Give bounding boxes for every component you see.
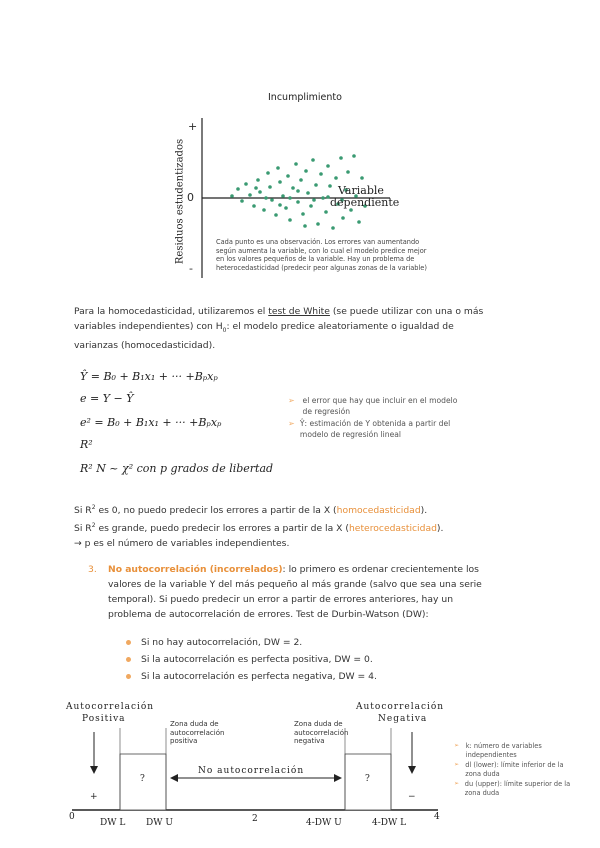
question-right: ? (365, 774, 370, 784)
r2-lines (74, 500, 534, 551)
r2-line3: → p es el número de variables independientes. (74, 538, 290, 550)
scatter-caption: Cada punto es una observación. Los errores van aumentando según aumenta la variable, con lo cual el modelo predice mejor en los valores pequeños de la variable. Hay un problema de heterocedasticidad (predecir peor algunas zonas de la variable) (216, 238, 427, 272)
r2-line2-b: es grande, puedo predecir los errores a partir de la X ( (95, 523, 349, 535)
white-test-link[interactable]: test de White (268, 306, 330, 317)
white-line2-end: : el modelo predice aleatoriamente o igualdad de (226, 321, 454, 332)
dw-figure (60, 700, 450, 830)
formula-2: e = Y − Ŷ (80, 392, 134, 405)
axis-dwl: DW L (100, 818, 126, 828)
bullet-text: Si la autocorrelación es perfecta negativa, DW = 4. (141, 671, 377, 682)
formula-3: e² = B₀ + B₁x₁ + ··· +Bₚxₚ (80, 416, 222, 429)
right-title-2: Negativa (378, 714, 428, 724)
tick-plus: + (188, 120, 198, 133)
section-line2: valores de la variable Y del más pequeño al más grande (salvo que sea una serie (108, 579, 482, 590)
r2-line1-b: es 0, no puedo predecir los errores a partir de la X ( (95, 505, 337, 517)
section-line4: problema de autocorrelación de errores. Test de Durbin-Watson (DW): (108, 609, 429, 620)
right-title-1: Autocorrelación (356, 702, 445, 712)
h0-subscript: 0 (222, 326, 227, 334)
homocedasticidad-term: homocedasticidad (336, 505, 421, 517)
arrow-bullet-icon: ➢ (454, 742, 460, 749)
scatter-figure (170, 88, 440, 288)
formula-note-1: el error que hay que incluir en el modelo de regresión (302, 396, 458, 416)
axis-0: 0 (69, 812, 75, 822)
tick-zero: 0 (187, 191, 194, 204)
question-left: ? (140, 774, 145, 784)
r2-line2-d: ). (436, 523, 444, 535)
arrow-bullet-icon: ➢ (288, 396, 295, 405)
zone-left-label: Zona duda de autocorrelación positiva (170, 720, 225, 745)
x-axis-label-2: dependiente (330, 196, 400, 209)
section-heading: No autocorrelación (incorrelados) (108, 564, 283, 575)
formula-4: R² (80, 438, 93, 451)
white-text-before: Para la homocedasticidad, utilizaremos el (74, 306, 269, 317)
r2-sup: 2 (91, 522, 96, 530)
axis-4-dwu: 4-DW U (306, 818, 342, 828)
section-line3: temporal). Si puedo predecir un error a partir de errores anteriores, hay un (108, 594, 454, 605)
left-title-1: Autocorrelación (66, 702, 155, 712)
heterocedasticidad-term: heterocedasticidad (348, 523, 437, 535)
formula-5: R² N ~ χ² con p grados de libertad (80, 462, 274, 475)
list-item (126, 668, 486, 685)
tick-minus: - (189, 262, 193, 275)
axis-2: 2 (252, 814, 258, 824)
r2-sup: 2 (91, 504, 96, 511)
dw-bullets (126, 634, 486, 685)
r2-line1-d: ). (420, 505, 428, 517)
formula-1: Ŷ = B₀ + B₁x₁ + ··· +Bₚxₚ (80, 370, 218, 383)
white-line3: varianzas (homocedasticidad). (74, 339, 216, 351)
arrow-bullet-icon: ➢ (454, 780, 460, 788)
list-item (126, 634, 486, 651)
x-axis-label-1: Variable (338, 184, 384, 197)
r2-line1-a: Si R (74, 505, 92, 517)
white-text-after: (se puede utilizar con una o más (329, 306, 484, 317)
bullet-text: Si la autocorrelación es perfecta positiva, DW = 0. (141, 654, 373, 665)
formula-note-2: Ŷ: estimación de Y obtenida a partir del modelo de regresión lineal (299, 419, 451, 439)
axis-4: 4 (434, 812, 440, 822)
section-line1: : lo primero es ordenar crecientemente los (282, 564, 479, 575)
axis-4-dwl: 4-DW L (372, 818, 407, 828)
left-title-2: Positiva (82, 714, 126, 724)
list-item (126, 651, 486, 668)
white-test-paragraph (74, 304, 534, 353)
dw-note: du (upper): límite superior de la zona duda (464, 780, 571, 797)
arrow-bullet-icon: ➢ (454, 761, 460, 769)
zone-right-label: Zona duda de autocorrelación negativa (294, 720, 349, 745)
scatter-title: Incumplimiento (268, 92, 342, 103)
white-line2: variables independientes) con H (74, 321, 223, 332)
y-axis-label: Residuos estudentizados (174, 138, 186, 265)
plus-sign: + (90, 792, 98, 802)
arrow-bullet-icon: ➢ (288, 419, 295, 428)
section-number: 3. (88, 564, 97, 575)
section-3 (88, 562, 528, 622)
formula-notes (288, 396, 468, 440)
bullet-text: Si no hay autocorrelación, DW = 2. (141, 637, 303, 648)
r2-line2-a: Si R (74, 523, 92, 535)
minus-sign: − (408, 792, 416, 802)
axis-dwu: DW U (146, 818, 173, 828)
dw-note: dl (lower): límite inferior de la zona duda (465, 761, 564, 778)
dw-notes (454, 742, 574, 798)
no-autocorrelation-label: No autocorrelación (198, 766, 305, 776)
dw-note: k: número de variables independientes (465, 742, 542, 759)
